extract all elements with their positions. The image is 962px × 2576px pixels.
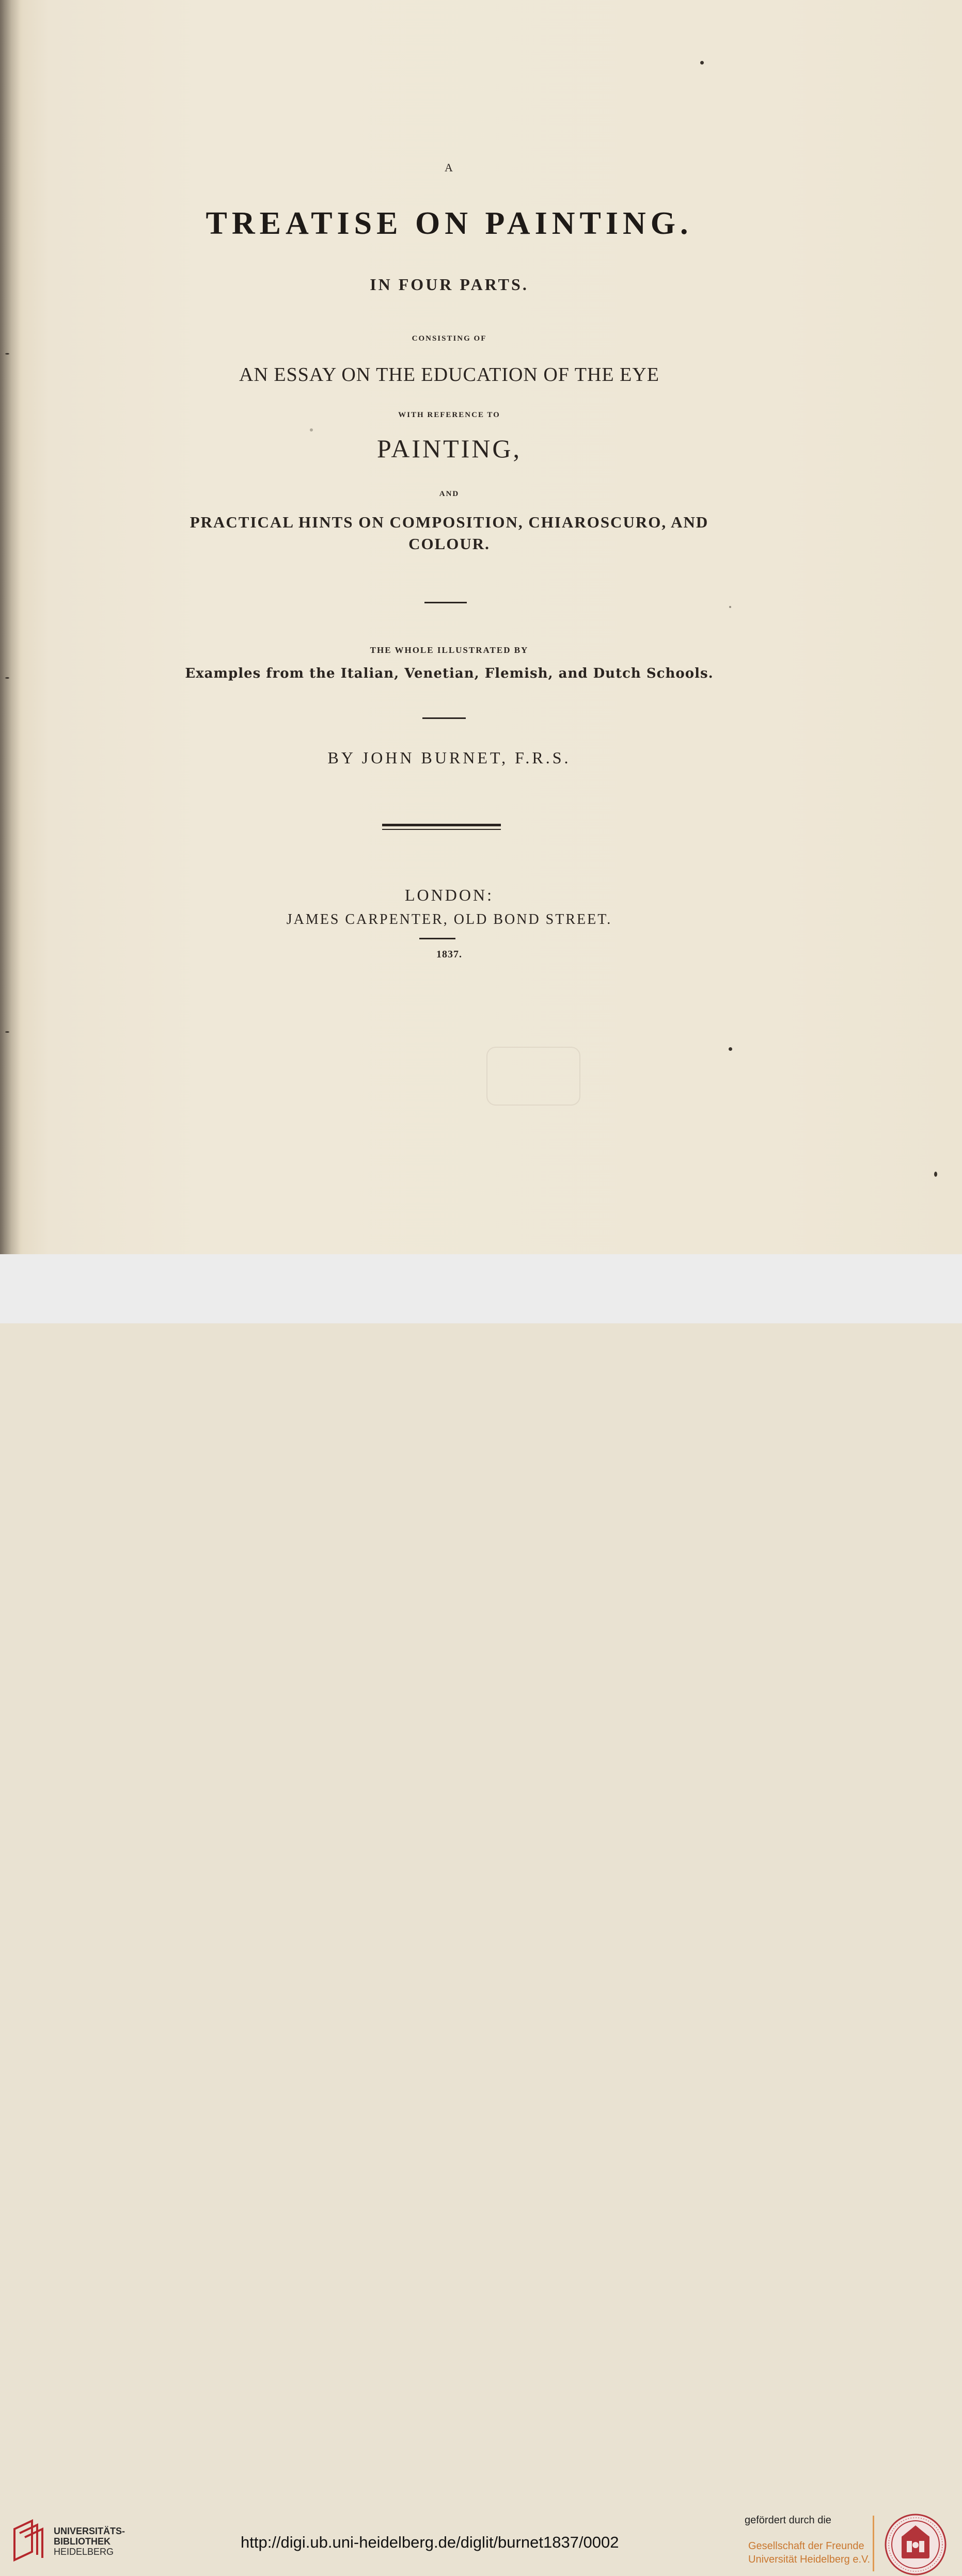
spine-shadow [0, 0, 21, 1254]
practical-hints-line-2: COLOUR. [408, 535, 490, 553]
practical-hints-line-1: PRACTICAL HINTS ON COMPOSITION, CHIAROSCURO, AND [190, 513, 709, 531]
sponsor-divider [873, 2516, 874, 2571]
consisting-of-line: CONSISTING OF [412, 334, 487, 343]
permalink-url[interactable]: http://digi.ub.uni-heidelberg.de/diglit/burnet1837/0002 [241, 2533, 619, 2551]
funded-by-label: gefördert durch die [745, 2515, 831, 2526]
library-logo-icon [11, 2518, 49, 2564]
imprint-year: 1837. [436, 949, 462, 960]
paper-speck [5, 1031, 9, 1033]
library-name-line: HEIDELBERG [54, 2547, 114, 2557]
double-rule-thin [382, 829, 501, 830]
library-name-line: BIBLIOTHEK [54, 2536, 111, 2547]
with-reference-line: WITH REFERENCE TO [398, 411, 500, 419]
digitization-footer [0, 1254, 962, 2565]
imprint-place: LONDON: [405, 886, 494, 904]
faint-stamp-mark [486, 1047, 580, 1106]
divider-rule [422, 717, 466, 719]
divider-rule [424, 602, 467, 603]
examples-line: Examples from the Italian, Venetian, Flemish, and Dutch Schools. [185, 666, 714, 681]
paper-speck [310, 428, 313, 431]
divider-rule [419, 938, 455, 939]
university-seal-icon [884, 2513, 947, 2576]
paper-speck [700, 61, 704, 65]
paper-speck [934, 1172, 937, 1177]
imprint-publisher: JAMES CARPENTER, OLD BOND STREET. [286, 911, 612, 927]
illustrated-by-line: THE WHOLE ILLUSTRATED BY [370, 645, 529, 655]
essay-line: AN ESSAY ON THE EDUCATION OF THE EYE [239, 364, 659, 386]
sponsor-name-line: Gesellschaft der Freunde [748, 2540, 864, 2552]
and-line: AND [439, 490, 460, 498]
title-article: A [445, 161, 454, 174]
double-rule-thick [382, 824, 501, 826]
paper-speck [729, 1047, 732, 1051]
paper-speck [729, 606, 731, 608]
painting-line: PAINTING, [377, 434, 522, 463]
author-line: BY JOHN BURNET, F.R.S. [327, 748, 571, 767]
parts-line: IN FOUR PARTS. [370, 275, 529, 294]
library-name [54, 2526, 125, 2557]
paper-speck [5, 677, 9, 679]
sponsor-name-line: Universität Heidelberg e.V. [748, 2554, 871, 2565]
sponsor-name [748, 2539, 871, 2566]
book-title: TREATISE ON PAINTING. [206, 206, 693, 241]
scanned-page [0, 0, 962, 1254]
paper-speck [5, 353, 9, 355]
library-name-line: UNIVERSITÄTS- [54, 2526, 125, 2536]
